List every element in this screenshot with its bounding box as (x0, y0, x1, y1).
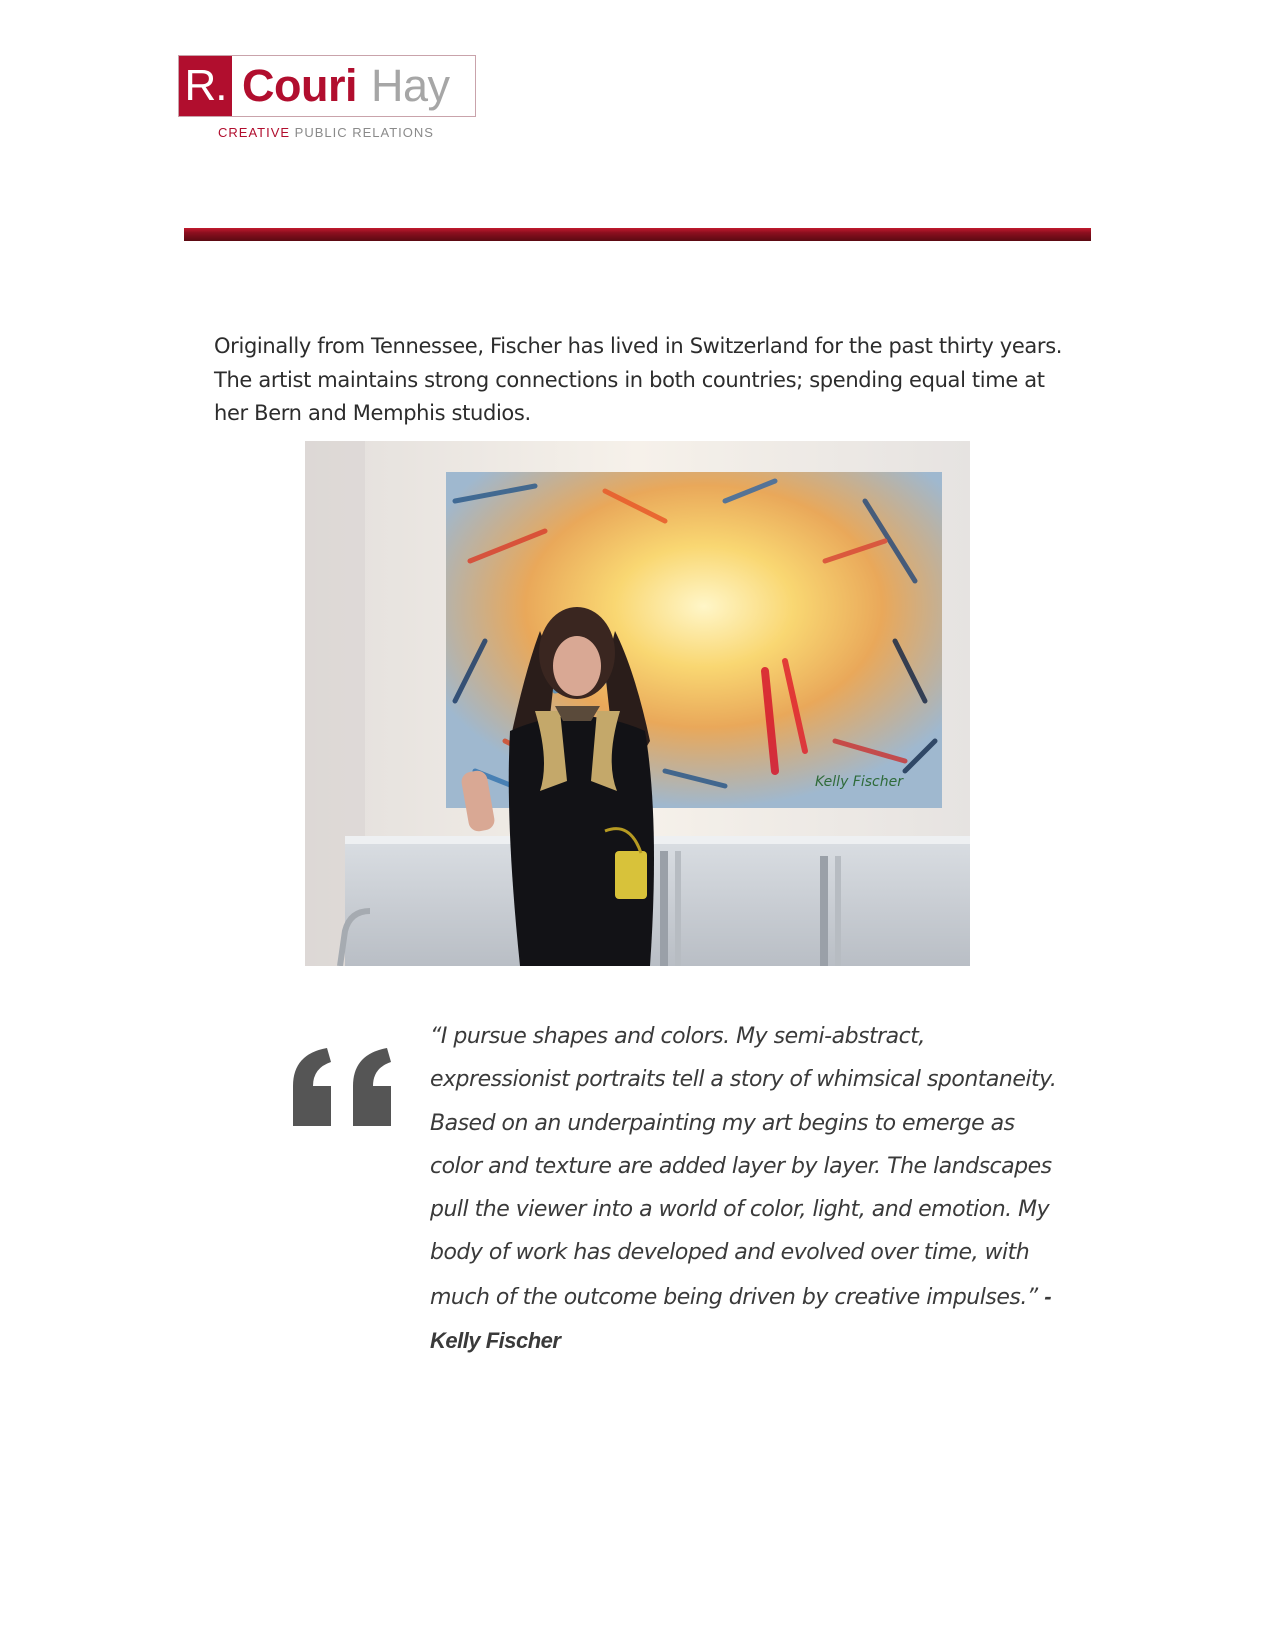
logo-name-primary: Couri (242, 60, 357, 111)
painting-signature: Kelly Fischer (815, 774, 903, 790)
quote-body: “I pursue shapes and colors. My semi-abstract, expressionist portraits tell a story of whimsical spontaneity. Based on an underpainting my art begins to emerge as color and texture are added layer by layer. The landscapes pull the viewer into a world of color, light, and emotion. My body of work has developed and evolved over time, with much of the outcome being driven by creative impulses.” (430, 1024, 1057, 1310)
intro-paragraph: Originally from Tennessee, Fischer has lived in Switzerland for the past thirty years. The artist maintains strong connections in both countries; spending equal time at her Bern and Memphis studios. (214, 334, 1063, 425)
tagline-accent: CREATIVE (218, 125, 291, 140)
logo-tagline (218, 125, 434, 140)
logo-initial: R. (179, 56, 232, 116)
bench (340, 836, 970, 966)
brand-logo (178, 55, 476, 117)
logo-wordmark (232, 56, 450, 116)
artist-photo-illustration (305, 441, 970, 966)
artist-photo (305, 441, 970, 966)
tagline-rest: PUBLIC RELATIONS (290, 125, 434, 140)
quote-author: -Kelly Fischer (430, 1283, 1052, 1354)
artist-quote (430, 1015, 1060, 1363)
header-divider (184, 228, 1091, 241)
logo-name-secondary: Hay (371, 60, 450, 111)
open-quote-icon (293, 1048, 395, 1126)
